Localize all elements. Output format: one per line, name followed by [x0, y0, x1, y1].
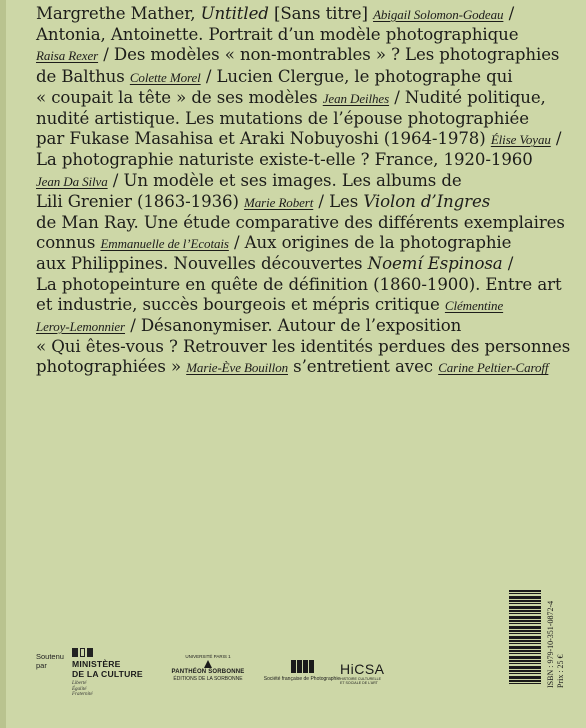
author-name: Clémentine — [444, 297, 504, 313]
toc-line: par Fukase Masahisa et Araki Nobuyoshi (1964-1978) Élise Voyau / — [36, 129, 562, 149]
work-title: Untitled — [200, 4, 269, 23]
toc-line: et industrie, succès bourgeois et mépris critique Clémentine — [36, 294, 504, 314]
pantheon-icon — [204, 660, 212, 668]
toc-line: La photographie naturiste existe-t-elle ? France, 1920-1960 — [36, 150, 533, 170]
sfp-mark-icon — [258, 660, 346, 673]
author-name: Élise Voyau — [490, 132, 551, 148]
author-name: Colette Morel — [129, 69, 201, 85]
marianne-flag-icon — [72, 648, 150, 657]
toc-line: connus Emmanuelle de l’Ecotais / Aux origines de la photographie — [36, 233, 512, 253]
hicsa-logo: HiCSA HISTOIRE CULTURELLE ET SOCIALE DE L’ART — [340, 661, 385, 685]
toc-line: photographiées » Marie-Ève Bouillon s’entretient avec Carine Peltier-Caroff — [36, 357, 549, 377]
republic-motto: Liberté Égalité Fraternité — [72, 681, 93, 697]
isbn-price: ISBN : 979-10-351-0872-4 Prix : 25 € — [546, 600, 565, 688]
author-name: Jean Deilhes — [322, 90, 390, 106]
toc-line: « Qui êtes-vous ? Retrouver les identités perdues des personnes — [36, 337, 571, 357]
toc-line: Lili Grenier (1863-1936) Marie Robert / Les Violon d’Ingres — [36, 191, 491, 211]
support-label: Soutenu par — [36, 652, 64, 670]
toc-line: de Balthus Colette Morel / Lucien Clergue, le photographe qui — [36, 66, 513, 86]
toc-line: aux Philippines. Nouvelles découvertes Noemí Espinosa / — [36, 254, 514, 274]
author-name: Marie Robert — [244, 194, 314, 210]
author-name: Noemí Espinosa — [367, 254, 503, 274]
author-name: Leroy-Lemonnier — [36, 319, 126, 335]
table-of-contents — [36, 4, 576, 379]
pantheon-sorbonne-logo: UNIVERSITÉ PARIS 1 PANTHÉON SORBONNE ÉDITIONS DE LA SORBONNE — [171, 654, 245, 682]
ministere-culture-logo: MINISTÈRE DE LA CULTURE Liberté Égalité Fraternité — [72, 648, 150, 696]
barcode — [509, 590, 541, 686]
toc-line: nudité artistique. Les mutations de l’épouse photographiée — [36, 109, 529, 129]
author-name: Carine Peltier-Caroff — [438, 360, 549, 376]
author-name: Abigail Solomon-Godeau — [373, 7, 504, 22]
toc-line: « coupait la tête » de ses modèles Jean Deilhes / Nudité politique, — [36, 87, 546, 107]
toc-line: La photopeinture en quête de définition (1860-1900). Entre art — [36, 274, 562, 294]
toc-line: Margrethe Mather, Untitled [Sans titre] Abigail Solomon-Godeau / — [36, 4, 515, 23]
work-title: Violon d’Ingres — [363, 191, 491, 211]
author-name: Jean Da Silva — [36, 173, 108, 189]
toc-line: Jean Da Silva / Un modèle et ses images. Les albums de — [36, 170, 462, 190]
author-name: Emmanuelle de l’Ecotais — [100, 236, 229, 252]
toc-line: Antonia, Antoinette. Portrait d’un modèle photographique — [36, 25, 519, 45]
toc-line: Raisa Rexer / Des modèles « non-montrables » ? Les photographies — [36, 45, 560, 65]
author-name: Raisa Rexer — [36, 48, 99, 64]
sfp-logo: Société française de Photographie — [258, 660, 346, 682]
author-name: Marie-Ève Bouillon — [186, 360, 288, 376]
toc-line: Leroy-Lemonnier / Désanonymiser. Autour de l’exposition — [36, 316, 462, 336]
toc-line: de Man Ray. Une étude comparative des différents exemplaires — [36, 213, 565, 233]
